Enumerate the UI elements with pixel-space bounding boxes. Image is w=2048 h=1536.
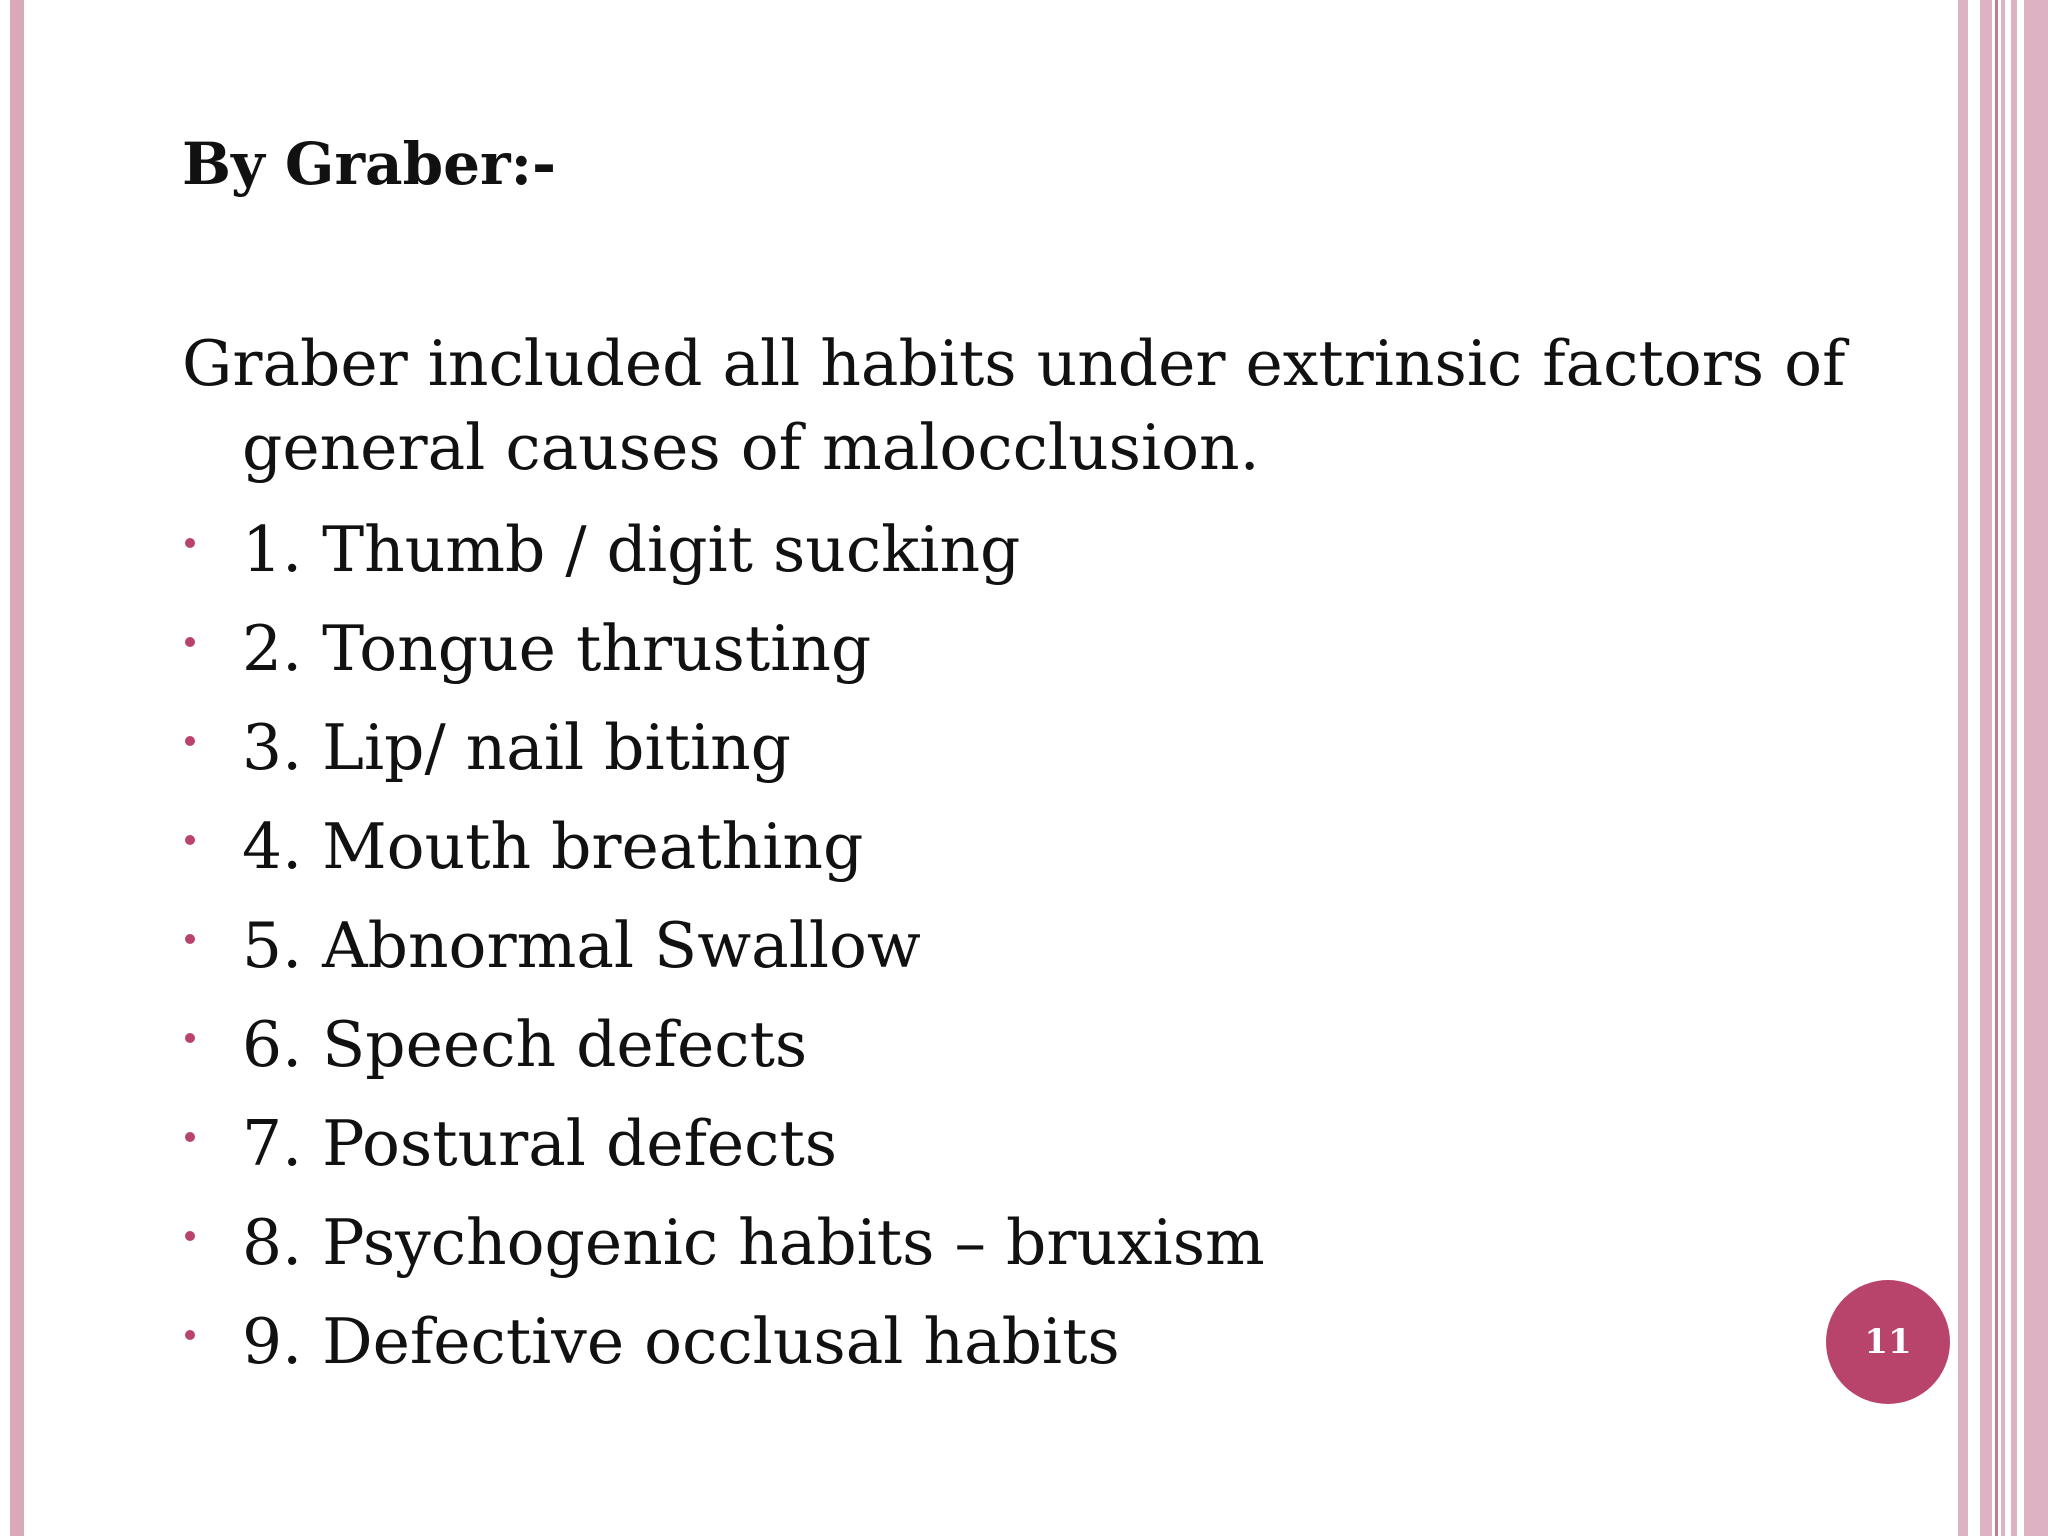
bullet-icon <box>182 698 196 797</box>
list-item-text: 8. Psychogenic habits – bruxism <box>242 1206 1265 1279</box>
bullet-icon <box>182 995 196 1094</box>
right-border-stripe <box>2024 0 2048 1536</box>
bullet-icon <box>182 1193 196 1292</box>
bullet-icon <box>182 1292 196 1391</box>
slide-title: By Graber:- <box>182 130 557 198</box>
bullet-icon <box>182 797 196 896</box>
list-item-text: 6. Speech defects <box>242 1008 808 1081</box>
list-item-text: 9. Defective occlusal habits <box>242 1305 1120 1378</box>
page-number-badge <box>1826 1280 1950 1404</box>
intro-paragraph: Graber included all habits under extrinsic factors of general causes of malocclusion. <box>182 327 1846 484</box>
bullet-icon <box>182 896 196 995</box>
list-item-text: 3. Lip/ nail biting <box>242 711 792 784</box>
right-border-stripe <box>2001 0 2005 1536</box>
bullet-icon <box>182 599 196 698</box>
right-border-stripe <box>1958 0 1968 1536</box>
right-border-stripe <box>2011 0 2017 1536</box>
right-border-stripe <box>1980 0 1992 1536</box>
right-border-stripe <box>1995 0 1998 1536</box>
list-item-text: 2. Tongue thrusting <box>242 612 872 685</box>
list-item-text: 4. Mouth breathing <box>242 810 864 883</box>
page-number: 11 <box>1864 1322 1912 1362</box>
list-item-text: 5. Abnormal Swallow <box>242 909 921 982</box>
list-item-text: 1. Thumb / digit sucking <box>242 513 1021 586</box>
bullet-icon <box>182 1094 196 1193</box>
list-item-text: 7. Postural defects <box>242 1107 838 1180</box>
left-border-stripe <box>10 0 24 1536</box>
bullet-icon <box>182 500 196 599</box>
